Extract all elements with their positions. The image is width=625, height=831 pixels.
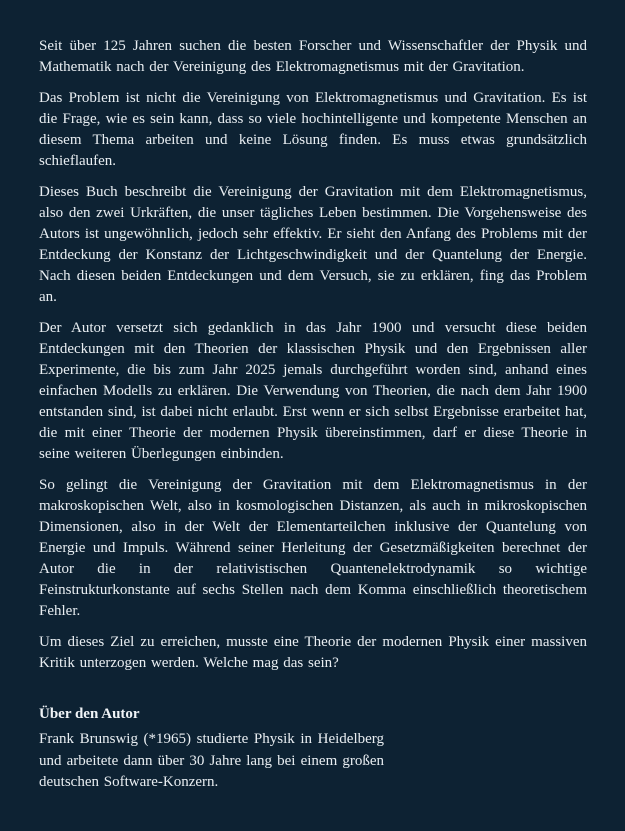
results-paragraph: So gelingt die Vereinigung der Gravitation mit dem Elektromagnetismus in der makroskopischen Welt, also in kosmologischen Distanzen, als auch in mikroskopischen Dimensionen, also in der Welt der Elementarteilchen inklusive der Quantelung von Energie und Impuls. Während seiner Herleitung der Gesetzmäßigkeiten berechnet der Autor die in der relativistischen Quantenelektrodynamik so wichtige Feinstrukturkonstante auf sechs Stellen nach dem Komma einschließlich theoretischem Fehler. [39, 477, 587, 619]
book-description-paragraph: Dieses Buch beschreibt die Vereinigung der Gravitation mit dem Elektromagnetismus, also den zwei Urkräften, die unser tägliches Leben bestimmen. Die Vorgehensweise des Autors ist ungewöhnlich, jedoch sehr effektiv. Er sieht den Anfang des Problems mit der Entdeckung der Konstanz der Lichtgeschwindigkeit und der Quantelung der Energie. Nach diesen beiden Entdeckungen und dem Versuch, sie zu erklären, fing das Problem an. [39, 184, 587, 305]
closing-question-paragraph: Um dieses Ziel zu erreichen, musste eine Theorie der modernen Physik einer massiven Kritik unterzogen werden. Welche mag das sein? [39, 634, 587, 671]
problem-paragraph: Das Problem ist nicht die Vereinigung von Elektromagnetismus und Gravitation. Es ist die Frage, wie es sein kann, dass so viele hochintelligente und kompetente Menschen an diesem Thema arbeiten und keine Lösung finden. Es muss etwas grundsätzlich schieflaufen. [39, 90, 587, 169]
about-author-bio: Frank Brunswig (*1965) studierte Physik in Heidelberg und arbeitete dann über 30 Jahre lang bei einem großen deutschen Software-Konzern. [39, 731, 384, 790]
method-paragraph: Der Autor versetzt sich gedanklich in das Jahr 1900 und versucht diese beiden Entdeckungen mit den Theorien der klassischen Physik und den Ergebnissen aller Experimente, die bis zum Jahr 2025 jemals durchgeführt worden sind, anhand eines einfachen Modells zu erklären. Die Verwendung von Theorien, die nach dem Jahr 1900 entstanden sind, ist dabei nicht erlaubt. Erst wenn er sich selbst Ergebnisse erarbeitet hat, die mit einer Theorie der modernen Physik übereinstimmen, darf er diese Theorie in seine weiteren Überlegungen einbinden. [39, 320, 587, 462]
about-author-heading: Über den Autor [39, 706, 140, 722]
intro-paragraph: Seit über 125 Jahren suchen die besten Forscher und Wissenschaftler der Physik und Mathematik nach der Vereinigung des Elektromagnetismus mit der Gravitation. [39, 38, 587, 75]
